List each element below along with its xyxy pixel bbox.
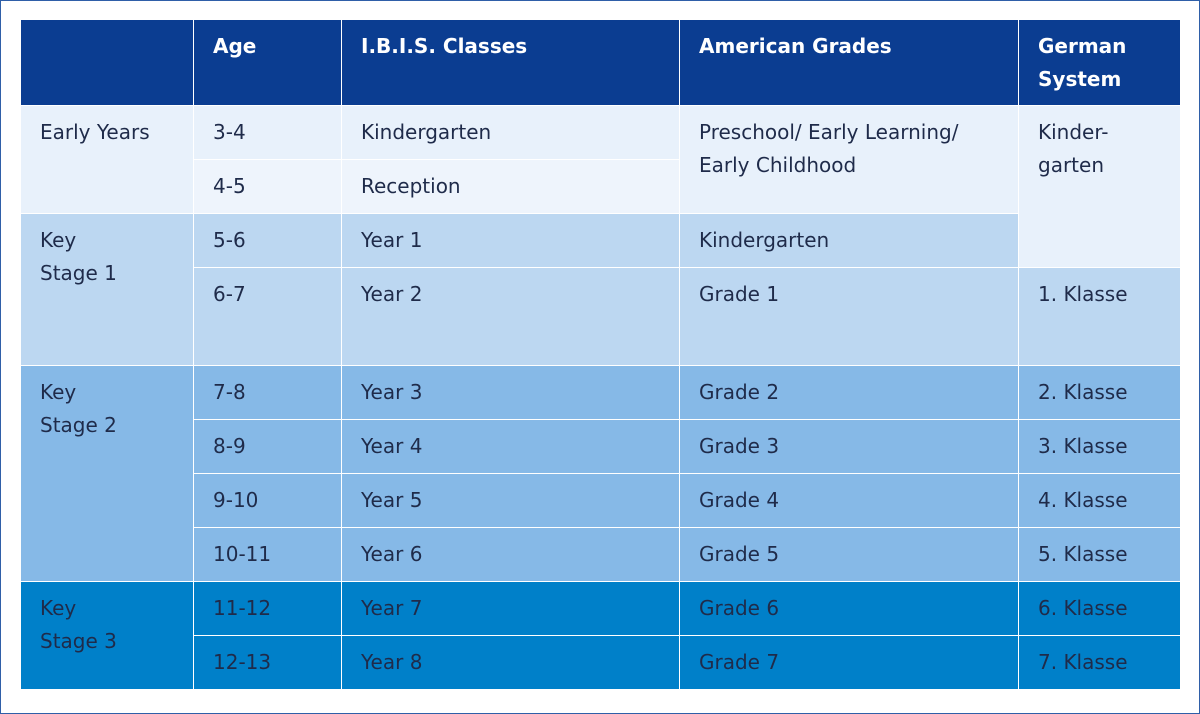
american-grade-cell: Grade 6 <box>680 582 1019 636</box>
american-grade-cell: Grade 5 <box>680 528 1019 582</box>
age-cell: 6-7 <box>194 268 342 366</box>
age-cell: 7-8 <box>194 366 342 420</box>
german-system-cell: 2. Klasse <box>1019 366 1181 420</box>
german-system-cell: 1. Klasse <box>1019 268 1181 366</box>
american-grade-cell: Grade 3 <box>680 420 1019 474</box>
table-row <box>21 106 1181 160</box>
stage-key-stage-2: Key Stage 2 <box>21 366 194 582</box>
age-cell: 3-4 <box>194 106 342 160</box>
age-cell: 4-5 <box>194 160 342 214</box>
ibis-class-cell: Year 2 <box>342 268 680 366</box>
american-grade-cell: Kindergarten <box>680 214 1019 268</box>
table-row <box>21 528 1181 582</box>
table-row <box>21 214 1181 268</box>
american-grade-cell: Grade 7 <box>680 636 1019 690</box>
age-cell: 10-11 <box>194 528 342 582</box>
stage-key-stage-1: Key Stage 1 <box>21 214 194 366</box>
age-cell: 8-9 <box>194 420 342 474</box>
table-row <box>21 420 1181 474</box>
american-grade-cell: Grade 2 <box>680 366 1019 420</box>
american-grade-cell: Grade 4 <box>680 474 1019 528</box>
header-german-system: German System <box>1019 20 1181 106</box>
age-cell: 9-10 <box>194 474 342 528</box>
table-row <box>21 582 1181 636</box>
header-row <box>21 20 1181 106</box>
ibis-class-cell: Year 3 <box>342 366 680 420</box>
german-system-cell: 7. Klasse <box>1019 636 1181 690</box>
german-system-cell: 4. Klasse <box>1019 474 1181 528</box>
american-grade-cell: Grade 1 <box>680 268 1019 366</box>
ibis-class-cell: Year 1 <box>342 214 680 268</box>
table-row <box>21 366 1181 420</box>
age-cell: 11-12 <box>194 582 342 636</box>
age-cell: 5-6 <box>194 214 342 268</box>
header-ibis-classes: I.B.I.S. Classes <box>342 20 680 106</box>
table-row <box>21 636 1181 690</box>
ibis-class-cell: Year 4 <box>342 420 680 474</box>
german-system-cell: Kinder-garten <box>1019 106 1181 268</box>
ibis-class-cell: Year 7 <box>342 582 680 636</box>
stage-key-stage-3: Key Stage 3 <box>21 582 194 690</box>
ibis-class-cell: Year 6 <box>342 528 680 582</box>
header-american-grades: American Grades <box>680 20 1019 106</box>
ibis-class-cell: Year 5 <box>342 474 680 528</box>
school-system-comparison-table <box>20 19 1181 690</box>
german-system-cell: 3. Klasse <box>1019 420 1181 474</box>
ibis-class-cell: Kindergarten <box>342 106 680 160</box>
table-row <box>21 474 1181 528</box>
ibis-class-cell: Reception <box>342 160 680 214</box>
german-system-cell: 5. Klasse <box>1019 528 1181 582</box>
header-age: Age <box>194 20 342 106</box>
age-cell: 12-13 <box>194 636 342 690</box>
american-grade-cell: Preschool/ Early Learning/ Early Childhood <box>680 106 1019 214</box>
header-stage <box>21 20 194 106</box>
german-system-cell: 6. Klasse <box>1019 582 1181 636</box>
table-row <box>21 268 1181 366</box>
ibis-class-cell: Year 8 <box>342 636 680 690</box>
stage-early-years: Early Years <box>21 106 194 214</box>
